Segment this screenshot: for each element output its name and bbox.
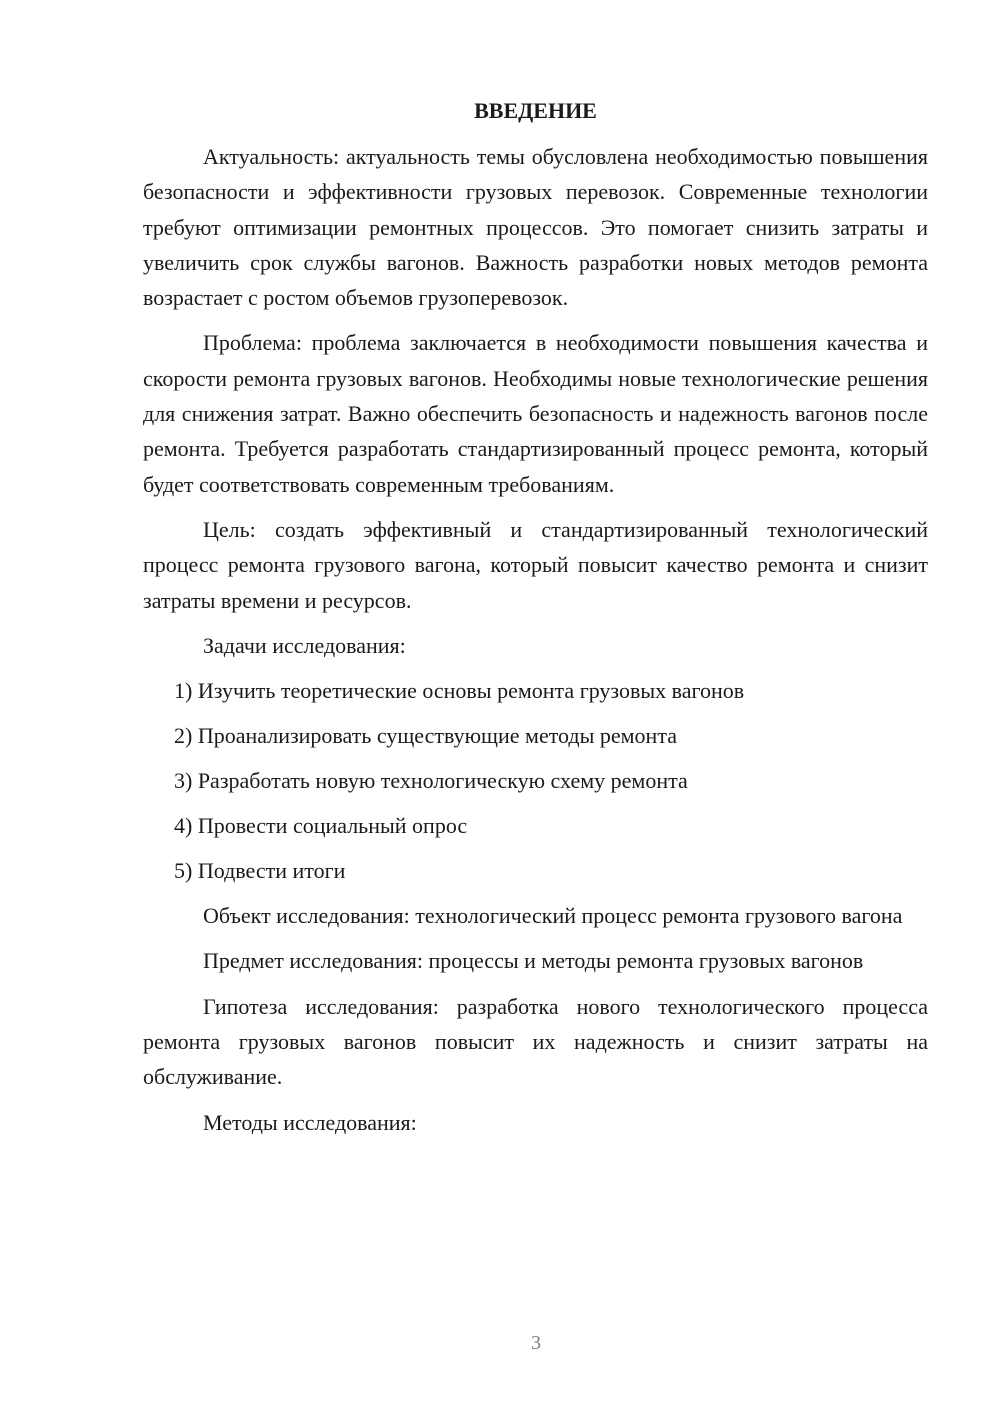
problem-paragraph: Проблема: проблема заключается в необходимости повышения качества и скорости ремонта грузовых вагонов. Необходимы новые технологические решения для снижения затрат. Важно обеспечить безопасность и надежность вагонов после ремонта. Требуется разработать стандартизированный процесс ремонта, который будет соответствовать современным требованиям. <box>143 330 928 497</box>
object-paragraph: Объект исследования: технологический процесс ремонта грузового вагона <box>203 903 903 929</box>
tasks-list <box>143 673 928 888</box>
task-item: 1) Изучить теоретические основы ремонта грузовых вагонов <box>174 678 745 704</box>
task-item: 5) Подвести итоги <box>174 858 346 884</box>
subject-paragraph: Предмет исследования: процессы и методы ремонта грузовых вагонов <box>203 948 864 974</box>
hypothesis-paragraph: Гипотеза исследования: разработка нового технологического процесса ремонта грузовых вагонов повысит их надежность и снизит затраты на обслуживание. <box>143 993 928 1090</box>
task-item: 3) Разработать новую технологическую схему ремонта <box>174 768 688 794</box>
goal-paragraph: Цель: создать эффективный и стандартизированный технологический процесс ремонта грузового вагона, который повысит качество ремонта и снизит затраты времени и ресурсов. <box>143 516 928 613</box>
tasks-heading: Задачи исследования: <box>203 632 406 658</box>
section-title: ВВЕДЕНИЕ <box>474 98 597 123</box>
task-item: 4) Провести социальный опрос <box>174 813 468 839</box>
task-item: 2) Проанализировать существующие методы ремонта <box>174 723 677 749</box>
relevance-paragraph: Актуальность: актуальность темы обусловлена необходимостью повышения безопасности и эффективности грузовых перевозок. Современные технологии требуют оптимизации ремонтных процессов. Это помогает снизить затраты и увеличить срок службы вагонов. Важность разработки новых методов ремонта возрастает с ростом объемов грузоперевозок. <box>143 144 928 311</box>
page-number: 3 <box>531 1332 541 1354</box>
methods-heading: Методы исследования: <box>203 1109 417 1135</box>
page-content <box>143 96 928 1150</box>
